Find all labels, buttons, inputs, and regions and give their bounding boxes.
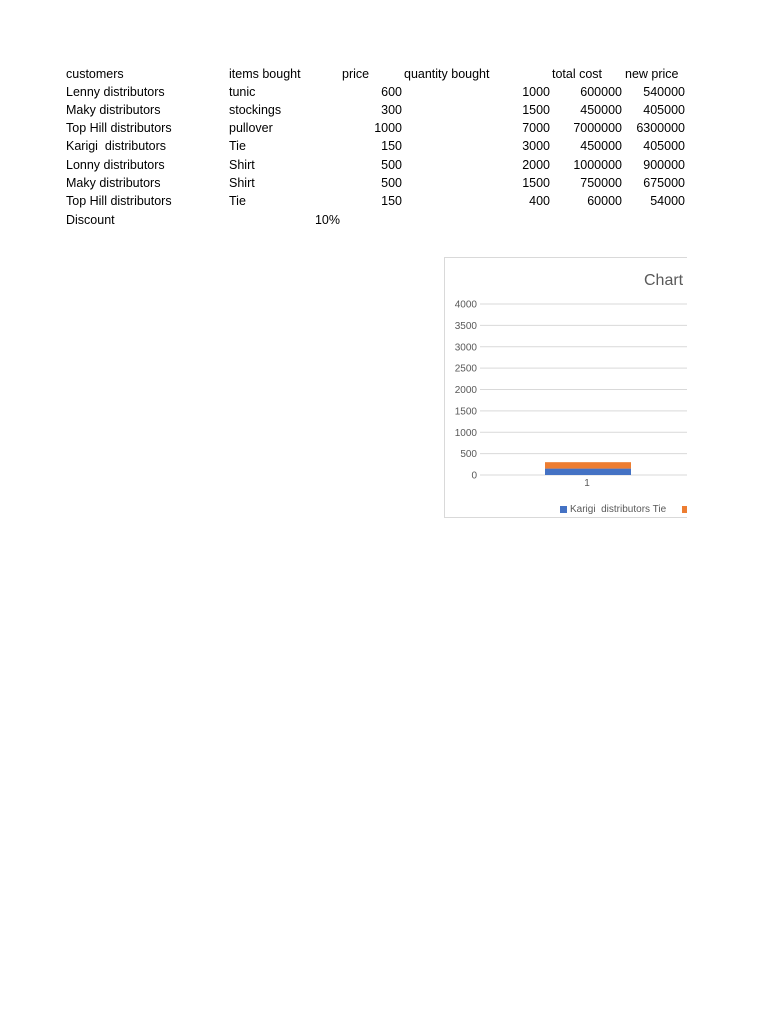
header-new-price[interactable]: new price xyxy=(625,67,679,81)
cell-customer[interactable]: Maky distributors xyxy=(66,103,161,117)
cell-quantity[interactable]: 2000 xyxy=(522,158,550,172)
cell-customer[interactable]: Lonny distributors xyxy=(66,158,165,172)
cell-total-cost[interactable]: 450000 xyxy=(580,139,622,153)
cell-quantity[interactable]: 7000 xyxy=(522,121,550,135)
legend-swatch-series-1 xyxy=(560,506,567,513)
stacked-bar-chart[interactable] xyxy=(444,257,687,519)
cell-item[interactable]: tunic xyxy=(229,85,256,99)
cell-new-price[interactable]: 405000 xyxy=(643,139,685,153)
legend-swatch-series-2 xyxy=(682,506,687,513)
chart-legend xyxy=(560,504,687,515)
header-quantity-bought[interactable]: quantity bought xyxy=(404,67,490,81)
cell-new-price[interactable]: 900000 xyxy=(643,158,685,172)
header-total-cost[interactable]: total cost xyxy=(552,67,603,81)
cell-quantity[interactable]: 400 xyxy=(529,194,550,208)
cell-quantity[interactable]: 1500 xyxy=(522,176,550,190)
cell-quantity[interactable]: 3000 xyxy=(522,139,550,153)
cell-new-price[interactable]: 540000 xyxy=(643,85,685,99)
cell-price[interactable]: 150 xyxy=(381,139,402,153)
y-tick-label: 2500 xyxy=(454,363,477,375)
discount-value[interactable]: 10% xyxy=(314,213,340,227)
cell-item[interactable]: Shirt xyxy=(229,176,255,190)
cell-customer[interactable]: Top Hill distributors xyxy=(66,121,172,135)
cell-customer[interactable]: Top Hill distributors xyxy=(66,194,172,208)
cell-customer[interactable]: Maky distributors xyxy=(66,176,161,190)
cell-price[interactable]: 300 xyxy=(381,103,402,117)
y-tick-label: 3000 xyxy=(454,342,477,354)
cell-new-price[interactable]: 6300000 xyxy=(636,121,685,135)
header-price[interactable]: price xyxy=(342,67,370,81)
cell-item[interactable]: Tie xyxy=(229,194,246,208)
cell-total-cost[interactable]: 750000 xyxy=(580,176,622,190)
y-tick-label: 1000 xyxy=(454,427,477,439)
cell-new-price[interactable]: 54000 xyxy=(650,194,685,208)
cell-price[interactable]: 150 xyxy=(381,194,402,208)
x-tick-label: 1 xyxy=(584,478,590,489)
cell-total-cost[interactable]: 450000 xyxy=(580,103,622,117)
cell-total-cost[interactable]: 60000 xyxy=(587,194,622,208)
cell-item[interactable]: Tie xyxy=(229,139,246,153)
cell-total-cost[interactable]: 7000000 xyxy=(573,121,622,135)
y-tick-label: 0 xyxy=(471,470,477,482)
cell-customer[interactable]: Karigi distributors xyxy=(66,139,167,153)
cell-item[interactable]: pullover xyxy=(229,121,273,135)
cell-price[interactable]: 1000 xyxy=(374,121,402,135)
header-customers[interactable]: customers xyxy=(66,67,124,81)
y-tick-label: 4000 xyxy=(454,299,477,311)
y-tick-label: 2000 xyxy=(454,385,477,396)
cell-item[interactable]: stockings xyxy=(229,103,282,117)
bar-series-1[interactable] xyxy=(545,469,631,475)
cell-quantity[interactable]: 1000 xyxy=(522,85,550,99)
discount-label[interactable]: Discount xyxy=(66,213,115,227)
bar-series-2[interactable] xyxy=(545,462,631,468)
cell-price[interactable]: 500 xyxy=(381,176,402,190)
cell-quantity[interactable]: 1500 xyxy=(522,103,550,117)
y-tick-label: 1500 xyxy=(454,406,477,418)
chart-title: Chart xyxy=(644,272,684,289)
legend-label-series-1: Karigi distributors Tie xyxy=(570,504,667,515)
cell-total-cost[interactable]: 600000 xyxy=(580,85,622,99)
cell-new-price[interactable]: 675000 xyxy=(643,176,685,190)
cell-price[interactable]: 500 xyxy=(381,158,402,172)
cell-item[interactable]: Shirt xyxy=(229,158,255,172)
cell-price[interactable]: 600 xyxy=(381,85,402,99)
y-tick-label: 3500 xyxy=(454,320,477,332)
y-tick-label: 500 xyxy=(460,449,477,461)
cell-total-cost[interactable]: 1000000 xyxy=(573,158,622,172)
chart-container[interactable] xyxy=(444,257,687,519)
cell-customer[interactable]: Lenny distributors xyxy=(66,85,165,99)
cell-new-price[interactable]: 405000 xyxy=(643,103,685,117)
header-items-bought[interactable]: items bought xyxy=(229,67,301,81)
